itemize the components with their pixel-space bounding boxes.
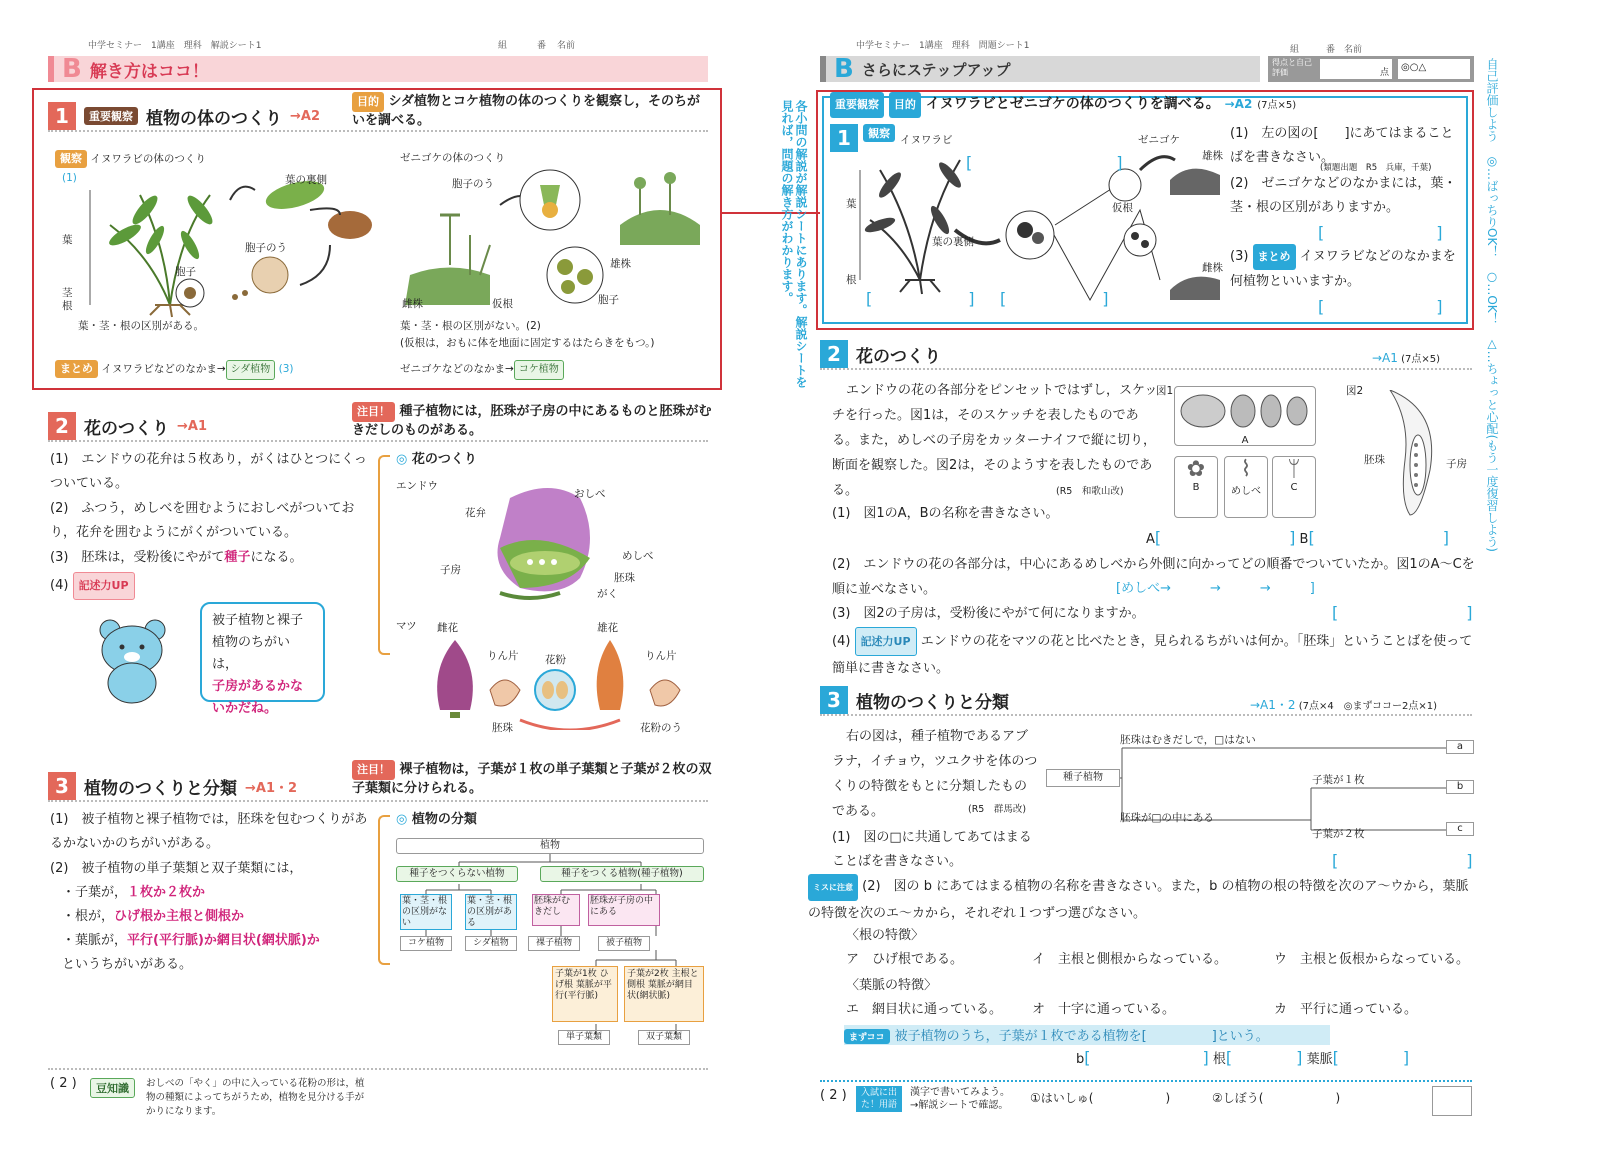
section-number: 3 — [48, 772, 76, 800]
moss-label-spore: 胞子 — [598, 294, 619, 306]
fig2-ovary: 子房 — [1446, 458, 1467, 470]
q4-text: エンドウの花をマツの花と比べたとき，見られるちがいは何か。「胚珠」ということばを使って簡単に書きなさい。 — [832, 634, 1473, 676]
sec3-ref — [1250, 696, 1437, 713]
divider — [48, 440, 708, 442]
tree-root: 種子植物 — [1046, 769, 1120, 787]
tree-node-2: 種子をつくる植物(種子植物) — [540, 866, 704, 882]
item-3-text: (3) 胚珠は，受粉後にやがて — [50, 550, 225, 565]
summary-pill: まとめ — [55, 360, 98, 378]
hint-text: 被子植物のうち，子葉が１枚である植物を[ ]という。 — [894, 1029, 1269, 1044]
answer-vein-label: 葉脈 — [1306, 1052, 1333, 1067]
points: (7点×5) — [1257, 100, 1297, 111]
pine-pollen: 花粉 — [545, 654, 566, 666]
circle-icon: ◎ — [396, 812, 408, 827]
pine-scale-2: りん片 — [645, 650, 677, 662]
root-option-i: イ 主根と側根からなっている。 — [1032, 952, 1228, 967]
pine-scale-1: りん片 — [487, 650, 519, 662]
term-2[interactable]: ②しぼう( ) — [1212, 1091, 1341, 1105]
fern-label-sporangium: 胞子のう — [245, 242, 287, 254]
fern-title-text: イヌワラビの体のつくり — [90, 153, 206, 165]
ref-link[interactable]: →A2 — [290, 108, 320, 124]
answer-b-label: b — [1076, 1052, 1085, 1067]
flower-diagram-title — [396, 448, 477, 472]
moss-note-2: (仮根は，おもに体を地面に固定するはたらきをもつ。) — [400, 337, 655, 349]
sec2-q4 — [832, 627, 1476, 681]
explanation-sheet — [0, 0, 740, 1154]
male-label: 雄株 — [1202, 150, 1223, 162]
tree-leaf-6: 双子葉類 — [638, 1030, 690, 1045]
divider — [48, 130, 708, 132]
term-1[interactable]: ①はいしゅ( ) — [1030, 1091, 1171, 1105]
sec2-source: (R5 和歌山改) — [1056, 486, 1124, 497]
ref-link[interactable]: →A1・2 — [245, 780, 298, 796]
fern-label-spore: 胞子 — [175, 266, 196, 278]
note-pill: 注目！ — [352, 402, 395, 422]
tree-root: 植物 — [396, 838, 704, 854]
section-title-text: 植物のつくりと分類 — [84, 778, 237, 799]
petal-icons — [1175, 387, 1315, 431]
q3-num: (3) — [1230, 249, 1249, 264]
sec1-q3 — [1230, 244, 1462, 294]
answer-bracket-q3[interactable]: [ ] — [1332, 603, 1473, 622]
sheet-header: 中学セミナー 1講座 理科 問題シート1 — [856, 41, 1030, 51]
caution-pill: ミスに注意 — [808, 874, 858, 901]
q2-text: (2) 図の b にあてはまる植物の名称を書きなさい。また，b の植物の根の特徴を次のア～ウから，葉脈の特徴を次のエ～カから，それぞれ１つずつ選びなさい。 — [808, 879, 1469, 921]
classification-title — [396, 808, 477, 832]
sec1-q2: (2) ゼニゴケなどのなかまには，葉・茎・根の区別がありますか。 — [1230, 176, 1457, 215]
tree-node-1: 種子をつくらない植物 — [396, 866, 518, 882]
purpose-body: イヌワラビとゼニゴケの体のつくりを調べる。 — [925, 96, 1220, 112]
bullet-em: ひげ根か主根と側根か — [114, 909, 245, 924]
summary-pill: まとめ — [1253, 244, 1296, 270]
tree-branch-1: 胚珠はむきだしで，□はない — [1120, 734, 1256, 746]
answer-bracket-3[interactable]: [ ] — [1000, 289, 1109, 308]
page-number: ( 2 ) — [50, 1076, 77, 1091]
number-label: 番 — [537, 41, 547, 51]
class-label: 組 — [498, 41, 508, 51]
fig1-pistil-box — [1224, 456, 1268, 518]
female-label: 雌株 — [1202, 262, 1223, 274]
sec1-purpose-line — [830, 92, 1296, 118]
bullet-em: 平行(平行脈)か網目状(網状脈)か — [127, 933, 320, 948]
writing-pill: 記述力UP — [73, 572, 135, 600]
pea-label: エンドウ — [396, 480, 438, 492]
summary-2 — [400, 360, 564, 380]
name-label: 名前 — [1344, 45, 1363, 55]
important-pill: 重要観察 — [84, 107, 138, 125]
sec2-item-1: (1) エンドウの花弁は５枚あり，がくはひとつにくっついている。 — [50, 452, 367, 491]
moss-title: ゼニゴケの体のつくり — [400, 152, 505, 164]
terms-text: 漢字で書いてみよう。→解説シートで確認。 — [910, 1087, 1010, 1111]
speech-bubble — [200, 602, 325, 716]
sec2-q2: (2) エンドウの花の各部分は，中心にあるめしべから外側に向かってどの順番でついていたか。図1のA～Cを順に並べなさい。 — [832, 557, 1475, 597]
moss-illustration — [405, 170, 700, 305]
tree-leaf-b: b — [1446, 780, 1474, 794]
purpose-pill: 目的 — [889, 92, 921, 118]
pine-male: 雄花 — [597, 622, 618, 634]
sec3-bullet-1 — [62, 881, 205, 905]
section-number: 2 — [820, 340, 848, 368]
tree-branch-3: 子葉が１枚 — [1312, 774, 1365, 786]
sec3-q2 — [808, 874, 1476, 926]
answer-bracket-2[interactable]: [ ] — [866, 289, 975, 308]
bubble-line-1: 被子植物と裸子 — [212, 613, 304, 628]
points: (7点×5) — [1401, 354, 1440, 365]
tree-branch-4: 子葉が２枚 — [1312, 828, 1365, 840]
fern-label-back: 葉の裏側 — [285, 174, 327, 186]
hint-pill: まずココ — [844, 1029, 890, 1044]
pistil-icon: ⌇ — [1240, 457, 1252, 482]
important-pill: 重要観察 — [830, 92, 884, 118]
leaf-label: 葉 — [846, 198, 857, 210]
pine-ovule: 胚珠 — [492, 722, 513, 734]
banner-letter: B — [834, 54, 854, 84]
section-3-title — [820, 686, 1009, 714]
pea-sepal: がく — [597, 588, 618, 600]
bullet-em: １枚か２枚か — [127, 885, 206, 900]
summary-1-text: イヌワラビなどのなかま→ — [101, 363, 226, 375]
banner — [820, 56, 1260, 82]
tree-lines — [396, 854, 706, 1054]
summary-1-num: (3) — [278, 363, 294, 375]
moss-label-rhizoid: 仮根 — [492, 298, 513, 310]
pine-flower-illustration — [420, 630, 710, 730]
section-title-text: 花のつくり — [84, 418, 169, 439]
fern-label-leaf: 葉 — [62, 234, 73, 246]
moss-label: ゼニゴケ — [1138, 134, 1180, 146]
section-number: 1 — [48, 102, 76, 130]
section-title-text: 植物の体のつくり — [146, 108, 282, 129]
banner — [48, 56, 708, 82]
ref-link[interactable]: →A2 — [1224, 97, 1253, 111]
note-body: 裸子植物は，子葉が１枚の単子葉類と子葉が２枚の双子葉類に分けられる。 — [352, 762, 712, 796]
sec3-body: 右の図は，種子植物であるアブラナ，イチョウ，ツユクサを体のつくりの特徴をもとに分類したものである。 — [832, 729, 1038, 819]
fig2-ovule: 胚珠 — [1364, 454, 1385, 466]
tree-leaf-c: c — [1446, 822, 1474, 836]
obs-pill: 観察 — [863, 124, 895, 142]
answer-root-label: 根 — [1212, 1052, 1226, 1067]
sec2-item-2: (2) ふつう，めしべを囲むようにおしべがついており，花弁を囲むようにがくがついている。 — [50, 501, 355, 540]
moss-label-sporangium: 胞子のう — [452, 178, 494, 190]
section-number: 3 — [820, 686, 848, 714]
note-text — [352, 760, 712, 798]
sheet-header: 中学セミナー 1講座 理科 解説シート1 — [88, 41, 262, 51]
tree-branch-2: 胚珠が□の中にある — [1120, 812, 1214, 824]
answer-bracket-4[interactable]: [ ] — [1318, 223, 1443, 242]
ovary-illustration — [1380, 390, 1450, 520]
sec3-item-2: (2) 被子植物の単子葉類と双子葉類には， — [50, 861, 303, 876]
tree-leaf-2: シダ植物 — [465, 936, 517, 951]
answer-bracket-1[interactable]: [ ] — [966, 153, 1123, 172]
sec2-q3: (3) 図2の子房は，受粉後にやがて何になりますか。 — [832, 606, 1145, 621]
bubble-line-2: 植物のちがいは， — [212, 635, 291, 672]
pea-ovary: 子房 — [440, 564, 461, 576]
fig-label-pistil: めしべ — [1231, 486, 1261, 497]
bullet-pre: ・葉脈が， — [62, 933, 128, 948]
answer-bracket-5[interactable]: [ ] — [1318, 297, 1443, 316]
pea-pistil: めしべ — [622, 550, 654, 562]
score-field[interactable] — [1320, 59, 1392, 79]
banner-title: 解き方はココ！ — [89, 61, 209, 82]
root-label: 根 — [846, 274, 857, 286]
bullet-pre: ・子葉が， — [62, 885, 128, 900]
fig1-c-box — [1272, 456, 1316, 518]
root-heading: 〈根の特徴〉 — [846, 928, 925, 943]
sec3-source: (R5 群馬改) — [968, 804, 1027, 815]
sec2-body: エンドウの花の各部分をピンセットではずし，スケッチを行った。図1は，そのスケッチを表したものである。また，めしべの子房をカッターナイフで縦に切り，断面を観察した。図2は，そのようすを表したものである。 — [832, 383, 1158, 498]
writing-pill: 記述力UP — [855, 627, 917, 656]
problem-sheet — [808, 0, 1600, 1154]
middle-vertical-note: 各小問の解説が解説シートにあります。解説シートを見れば，問題の解き方がわかります。 — [780, 100, 808, 388]
section-title-text: 花のつくり — [856, 346, 941, 367]
sec3-end: というちがいがある。 — [62, 957, 193, 972]
pea-stamen: おしべ — [574, 488, 606, 500]
note-text — [352, 402, 712, 440]
diagram-title-text: 花のつくり — [411, 452, 477, 467]
section-2-title — [48, 412, 207, 440]
tree-leaf-1: コケ植物 — [400, 936, 452, 951]
q4-num: (4) — [832, 634, 851, 649]
ref-link[interactable]: →A1・2 — [1250, 698, 1296, 712]
divider — [820, 1080, 1472, 1082]
sec2-item-3 — [50, 546, 370, 570]
fern-label: イヌワラビ — [900, 134, 953, 146]
pea-petal: 花弁 — [465, 507, 486, 519]
purpose-text — [352, 92, 712, 130]
section-title-text: 植物のつくりと分類 — [856, 692, 1009, 713]
tree-leaf-a: a — [1446, 740, 1474, 754]
trivia-pill-text: 豆知識 — [90, 1078, 135, 1098]
sec3-item-1: (1) 被子植物と裸子植物では，胚珠を包むつくりがあるかないかのちがいがある。 — [50, 812, 368, 851]
pea-ovule: 胚珠 — [614, 572, 635, 584]
fig-label-a: A — [1241, 435, 1249, 446]
item-3-em: 種子 — [224, 550, 251, 565]
vein-heading: 〈葉脈の特徴〉 — [846, 978, 938, 993]
purpose-pill: 目的 — [352, 92, 384, 112]
sec2-q2-answer[interactable]: [めしべ→ → → ] — [1116, 581, 1315, 596]
sec3-bullet-2 — [62, 905, 244, 929]
answer-bracket-sec3-q1[interactable]: [ ] — [1332, 851, 1473, 870]
banner-letter: B — [62, 54, 82, 84]
moss-note: 葉・茎・根の区別がない。(2) — [400, 320, 541, 332]
stamen-icon: ᛘ — [1287, 457, 1301, 482]
q3-text: イヌワラビなどのなかまを何植物といいますか。 — [1230, 249, 1456, 289]
section-number: 1 — [830, 124, 858, 152]
obs-pill: 観察 — [55, 150, 87, 168]
tree-node-d: 胚珠が子房の中にある — [588, 894, 660, 926]
fern-label-1: (1) — [62, 172, 77, 184]
fern-label-root: 根 — [62, 300, 73, 312]
section-1-title — [48, 102, 320, 130]
tree-node-f: 子葉が2枚 主根と側根 葉脈が網目状(網状脈) — [624, 966, 704, 1022]
tree-leaf-4: 被子植物 — [598, 936, 650, 951]
section-3-title — [48, 772, 297, 800]
pine-sac: 花粉のう — [640, 722, 682, 734]
sec2-q1: (1) 図1のA，Bの名称を書きなさい。 — [832, 506, 1059, 521]
bubble-line-3: 子房があるかな — [212, 679, 304, 694]
divider — [820, 368, 1472, 370]
tree-node-c: 胚珠がむきだし — [532, 894, 580, 926]
divider — [48, 800, 708, 802]
bracket — [378, 455, 390, 655]
class-label: 組 — [1290, 45, 1300, 55]
rhizoid-label: 仮根 — [1112, 202, 1133, 214]
term-check-box[interactable] — [1432, 1086, 1472, 1116]
divider — [820, 714, 1472, 716]
vein-option-ka: カ 平行に通っている。 — [1274, 1002, 1418, 1017]
tree-leaf-3: 裸子植物 — [528, 936, 580, 951]
tree-node-e: 子葉が1枚 ひげ根 葉脈が平行(平行脈) — [552, 966, 618, 1022]
sepal-icon: ✿ — [1186, 457, 1206, 482]
item-4-num: (4) — [50, 578, 69, 593]
leaf-back-label: 葉の裏側 — [932, 236, 974, 248]
fern-note: 葉・茎・根の区別がある。 — [78, 320, 204, 332]
fig1-a-box — [1174, 386, 1316, 446]
terms-pill: 入試に出た！用語 — [856, 1086, 902, 1112]
section-2-title — [820, 340, 941, 368]
summary-1 — [55, 360, 293, 380]
vein-option-o: オ 十字に通っている。 — [1032, 1002, 1176, 1017]
answer-bracket-b-name[interactable]: [ ] — [1084, 1048, 1209, 1067]
fig2-label: 図2 — [1346, 385, 1364, 397]
item-3-end: になる。 — [250, 550, 303, 565]
sec3-q1: (1) 図の□に共通してあてはまることばを書きなさい。 — [832, 830, 1032, 869]
banner-title: さらにステップアップ — [861, 60, 1011, 79]
ref-link[interactable]: →A1 — [177, 418, 207, 434]
sec2-item-4 — [50, 572, 135, 600]
fern-label-stem: 茎 — [62, 287, 73, 299]
final-answers — [1076, 1046, 1409, 1072]
score-label: 得点と自己評価 — [1272, 58, 1312, 77]
sec2-q1-answers — [1146, 526, 1449, 552]
vein-option-e: エ 網目状に通っている。 — [846, 1002, 1003, 1017]
tree-node-a: 葉・茎・根の区別がない — [400, 894, 452, 930]
ref-link[interactable]: →A1 — [1372, 351, 1398, 365]
bubble-line-4: いかだね。 — [212, 701, 278, 716]
circle-icon: ◎ — [396, 452, 408, 467]
moss-label-female: 雌株 — [402, 298, 423, 310]
sec2-ref — [1372, 350, 1440, 365]
fig1-b-box — [1174, 456, 1218, 518]
root-option-u: ウ 主根と仮根からなっている。 — [1274, 952, 1470, 967]
name-label: 名前 — [557, 41, 576, 51]
answer-bracket-root[interactable]: [ ] — [1225, 1048, 1303, 1067]
section-number: 2 — [48, 412, 76, 440]
fig1-label: 図1 — [1156, 385, 1174, 397]
note-pill: 注目！ — [352, 760, 395, 780]
sec3-bullet-3 — [62, 929, 320, 953]
root-option-a: ア ひげ根である。 — [846, 952, 964, 967]
hint-box — [844, 1025, 1330, 1045]
sec1-q1: (1) 左の図の[ ]にあてはまることばを書きなさい。 — [1230, 126, 1454, 165]
fig-label-c: C — [1290, 482, 1298, 493]
answer-b-label: B — [1299, 532, 1309, 547]
divider — [48, 1068, 708, 1070]
score-box — [1268, 56, 1474, 82]
pine-label: マツ — [396, 620, 417, 632]
trivia-text: おしべの「やく」の中に入っている花粉の形は，植物の種類によってちがうため，植物を見分ける手がかりになります。 — [146, 1078, 365, 1117]
bracket — [378, 815, 390, 965]
diagram-title-text: 植物の分類 — [411, 812, 477, 827]
points: (7点×4 ◎まずココー2点×1) — [1298, 701, 1437, 712]
purpose-body: シダ植物とコケ植物の体のつくりを観察し，そのちがいを調べる。 — [352, 94, 701, 128]
tree-leaf-5: 単子葉類 — [558, 1030, 610, 1045]
number-label: 番 — [1326, 45, 1336, 55]
page-number: ( 2 ) — [820, 1088, 847, 1103]
summary-2-text: ゼニゴケなどのなかま→ — [400, 363, 514, 375]
bullet-pre: ・根が， — [62, 909, 115, 924]
score-unit: 点 — [1379, 68, 1389, 78]
fig-label-b: B — [1192, 482, 1200, 493]
answer-a-label: A — [1146, 532, 1155, 547]
self-eval-vertical: 自己評価しよう ◎…ばっちりOK！ ○…OK！ △…ちょっと心配(もう一度復習しよう) — [1485, 58, 1499, 552]
bear-icon — [90, 615, 180, 705]
answer-bracket-b[interactable]: [ ] — [1308, 528, 1449, 547]
summary-2-tag: コケ植物 — [514, 360, 564, 380]
pine-female: 雌花 — [437, 622, 458, 634]
summary-1-tag: シダ植物 — [226, 360, 276, 380]
answer-bracket-a[interactable]: [ ] — [1154, 528, 1296, 547]
self-eval-field[interactable]: ◎○△ — [1398, 59, 1470, 79]
answer-bracket-vein[interactable]: [ ] — [1332, 1048, 1410, 1067]
sec1-q1-source: (類題出題 R5 兵庫，千葉) — [1320, 163, 1432, 173]
tree-node-b: 葉・茎・根の区別がある — [465, 894, 517, 930]
trivia-pill — [90, 1078, 135, 1098]
fern-illustration — [90, 176, 372, 317]
note-body: 種子植物には，胚珠が子房の中にあるものと胚珠がむきだしのものがある。 — [352, 404, 712, 438]
moss-label-male: 雄株 — [610, 258, 631, 270]
